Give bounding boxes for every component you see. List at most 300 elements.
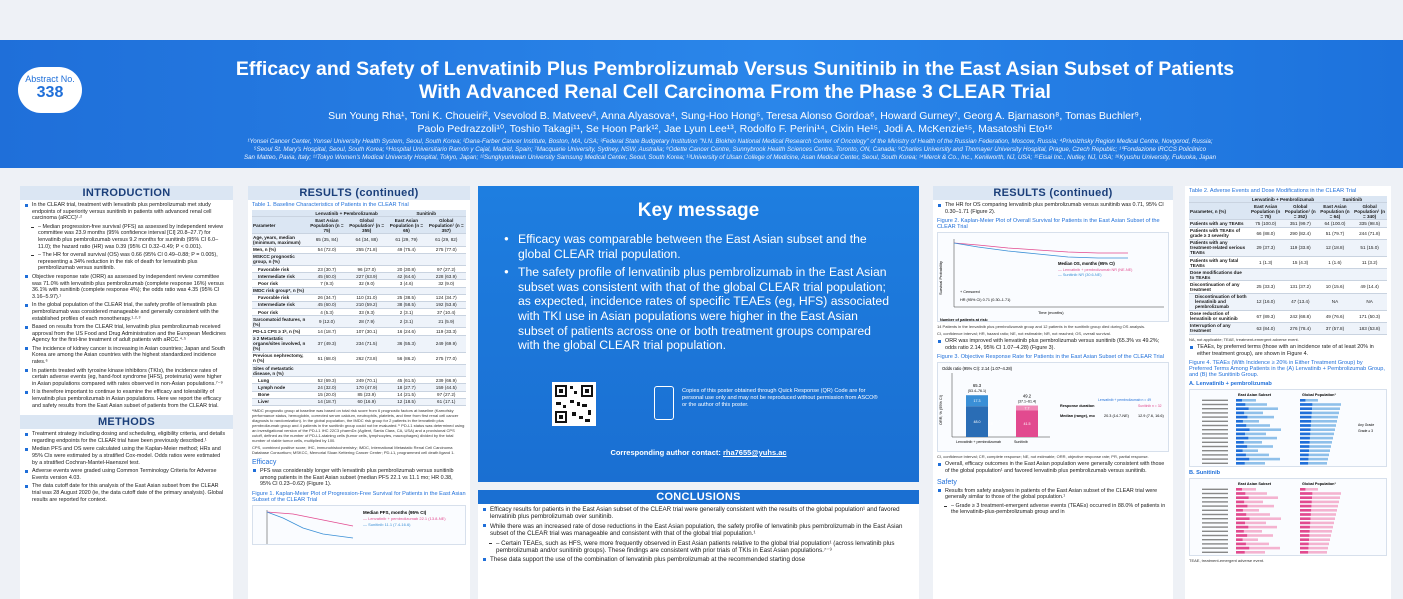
safety-bullet: Results from safety analyses in patients of the East Asian subset of the CLEAR trial were generally similar to those of the global population.¹ xyxy=(937,488,1167,501)
teae-bar-grade3 xyxy=(1236,454,1246,457)
table1-note: ᵃIMDC prognostic group at baseline was based on total risk score from 6 prognostic factors at baseline (Karnofsky performance status, hemoglobin, corrected serum calcium, neutrophils, platelets, and time from first renal cell cancer diagnosis to randomization). In the global population, the IMDC risk group for 2 patients in the lenvatinib plus pembrolizumab group and 4 patients in the sunitinib group could not be evaluated. ᵇ PD-L1 status was determined using an investigational version of the PD-L1 IHC 22C3 pharmDx (Agilent, Santa Clara, CA, USA) and a provisional CPS cutoff, defined as the number of PD-L1-staining cells (tumor cells, lymphocytes, macrophages) divided by the total number of viable tumor cells, multiplied by 100. xyxy=(252,407,465,443)
column-intro xyxy=(20,186,233,599)
table2-blank xyxy=(1189,196,1248,203)
teae-bar-grade3 xyxy=(1236,534,1247,537)
row-label: Lung xyxy=(252,377,307,384)
row-label: Discontinuation of any treatment xyxy=(1189,281,1248,293)
cell-value: 159 (44.5) xyxy=(427,384,467,391)
cell-value: 4 (5.3) xyxy=(307,309,347,316)
figure3-svg xyxy=(938,363,1168,453)
cell-value: 66 (88.0) xyxy=(1248,227,1283,239)
cell-value: 21 (5.9) xyxy=(427,316,467,328)
table-row xyxy=(252,316,466,328)
teae-bar-grade3 xyxy=(1236,509,1243,512)
table-row xyxy=(252,377,466,384)
conclusion-item: These data support the use of the combination of lenvatinib plus pembrolizumab at the recommended starting dose xyxy=(482,556,913,563)
column-results-2 xyxy=(933,186,1173,599)
affiliations xyxy=(80,138,1380,162)
cell-value xyxy=(347,253,386,265)
figure1-legend-b: — Sunitinib 11.1 (7.4-16.6) xyxy=(363,521,411,527)
teae-bar-grade3 xyxy=(1300,501,1312,504)
table-row xyxy=(1189,220,1387,227)
teae-term-placeholder xyxy=(1202,417,1228,418)
cell-value: 15 (20.0) xyxy=(307,391,347,398)
cell-value: 97 (27.2) xyxy=(427,265,467,272)
cell-value: 275 (77.0) xyxy=(427,352,467,364)
figure1-curve-sunitinib xyxy=(267,512,353,538)
teae-term-placeholder xyxy=(1202,463,1228,464)
figure2-censored: + Censored xyxy=(960,290,980,295)
cell-value: 24 (32.0) xyxy=(307,384,347,391)
table-row xyxy=(1189,239,1387,256)
figure2-legend-b: — Sunitinib NR (30.6-NE) xyxy=(1058,273,1102,278)
cell-value: 1 (1.6) xyxy=(1318,256,1353,268)
figure3-median-a: 20.3 (14.7-NE) xyxy=(1104,414,1129,419)
figure1-caption: Figure 1. Kaplan-Meier Plot of Progression-Free Survival for Patients in the East Asian Subset of the CLEAR Trial xyxy=(252,490,466,503)
conclusion-item: Efficacy results for patients in the East Asian subset of the CLEAR trial were generally consistent with the results of the global population¹ and favored lenvatinib plus pembrolizumab over sunitinib. xyxy=(482,506,913,521)
teae-term-placeholder xyxy=(1202,454,1228,455)
row-label: IMDC risk group*, n (%) xyxy=(252,287,307,294)
table1-group-a: Lenvatinib + Pembrolizumab xyxy=(307,210,387,217)
teae-bar-grade3 xyxy=(1300,534,1309,537)
figure2-legend-title: Median OS, months (95% CI) xyxy=(1058,261,1115,267)
teae-bar-grade3 xyxy=(1236,526,1248,529)
teae-term-placeholder xyxy=(1202,438,1228,439)
cell-value xyxy=(427,253,467,265)
bullet-item: The data cutoff date for this analysis of the East Asian subset from the CLEAR trial was 28 August 2020 (ie, the data cutoff date of the primary analysis). Global results are reported for context. xyxy=(24,483,227,503)
teae-bar-grade3 xyxy=(1236,513,1246,516)
teae-bullet: TEAEs, by preferred terms (those with an incidence rate of at least 20% in either treatment group), are shown in Figure 4. xyxy=(1189,344,1385,357)
table-row xyxy=(252,265,466,272)
poster-title xyxy=(100,58,1370,104)
cell-value: NA xyxy=(1318,293,1353,310)
cell-value: 18 (27.7) xyxy=(386,384,426,391)
bullet-item: Median PFS and OS were calculated using the Kaplan-Meier method; HRs and 95% CIs were estimated by a stratified Cox-model. Odds ratios were estimated by a stratified Cochran-Mantel-Haenszel test. xyxy=(24,446,227,466)
table-row xyxy=(252,301,466,308)
cell-value: 49 (75.4) xyxy=(386,246,426,253)
authors-line-1: Sun Young Rha¹, Toni K. Choueiri², Vsevolod B. Matveev³, Anna Alyasova⁴, Sung-Hoo Hong⁵, Teresa Alonso Gordoa⁶, Howard Gurney⁷, Georg A. Bjarnason⁸, Tomas Buchler⁹, xyxy=(328,110,1142,122)
cell-value: 61 (29, 82) xyxy=(427,234,467,246)
cell-value: 16 (24.6) xyxy=(386,328,426,335)
teae-bar-grade3 xyxy=(1236,505,1247,508)
figure3-cr-label: CR xyxy=(988,422,994,427)
cell-value: 29 (37.3) xyxy=(1248,239,1283,256)
table1-blank xyxy=(252,210,307,217)
teae-bar-grade3 xyxy=(1236,518,1250,521)
teae-bar-grade3 xyxy=(1236,429,1250,432)
teae-term-placeholder xyxy=(1202,421,1228,422)
row-label: ≥ 2 Metastatic organs/sites involved, n (%) xyxy=(253,336,306,352)
teae-bar-grade3 xyxy=(1300,497,1312,500)
table-row xyxy=(252,246,466,253)
key-message-item: ● The safety profile of lenvatinib plus pembrolizumab in the East Asian subset was consistent with that of the global CLEAR trial population; as expected, incidence rates of specific TEAEs (eg, HFS) associated with TKI use in Asian populations were higher in the East Asian subset of patients across one or both treatment groups compared with the global CLEAR trial population. xyxy=(504,265,889,353)
cell-value: 63 (84.0) xyxy=(1248,322,1283,334)
cell-value: NA xyxy=(1352,293,1387,310)
teae-term-placeholder xyxy=(1202,548,1228,549)
cell-value xyxy=(347,365,386,377)
teae-bar-grade3 xyxy=(1300,412,1312,415)
bullet-item: Objective response rate (ORR) as assessed by independent review committee was 71.0% with lenvatinib plus pembrolizumab (complete response 16%) versus 36.1% with sunitinib (complete response 4%); the odds ratio was 4.35 (95% CI 3.16–5.97).¹ xyxy=(24,274,227,300)
teae-bar-grade3 xyxy=(1300,543,1309,546)
table2-abbrev: NA, not applicable; TEAE, treatment-emergent adverse event. xyxy=(1189,337,1299,343)
cell-value xyxy=(427,287,467,294)
column-results-1 xyxy=(248,186,470,599)
teae-term-placeholder xyxy=(1202,527,1228,528)
bar-lenva-cr-value: 17.3 xyxy=(973,399,981,404)
cell-value: 183 (53.8) xyxy=(1352,322,1387,334)
bullet-item: Based on results from the CLEAR trial, lenvatinib plus pembrolizumab received approval from the US Food and Drug Administration and the European Medicines Agency for the first-line treatment of adult patients with aRCC.⁴·⁵ xyxy=(24,324,227,344)
figure2-note: 14 Patients in the lenvatinib plus pembrolizumab group and 12 patients in the sunitinib group died during OS analysis. xyxy=(937,324,1146,330)
figure1-legend-title: Median PFS, months (95% CI) xyxy=(363,509,427,515)
table-row xyxy=(1189,322,1387,334)
row-label: PD-L1 CPS ≥ 1ᵇ, n (%) xyxy=(252,328,307,335)
teae-bar-grade3 xyxy=(1236,551,1245,554)
figure3-abbrev: CI, confidence interval; CR, complete response; NE, not estimable; ORR, objective response rate; PR, partial response. xyxy=(937,454,1149,460)
cell-value: 51 (15.0) xyxy=(1352,239,1387,256)
cell-value: 60 (16.9) xyxy=(347,398,386,405)
bar-lenva-ci-label: (53.4–76.1) xyxy=(967,389,987,394)
table-row xyxy=(252,328,466,335)
table-row xyxy=(252,384,466,391)
table1-col-gl-b: Global Population¹ (n = 357) xyxy=(427,217,467,234)
table-row xyxy=(252,335,466,352)
teae-term-placeholder xyxy=(1202,543,1228,544)
row-label: Favorable risk xyxy=(252,294,307,301)
teae-bar-grade3 xyxy=(1236,445,1247,448)
cell-value: 290 (82.4) xyxy=(1283,227,1318,239)
table1-abbrev: CPS, combined positive score; IHC, immunohistochemistry; IMDC, International Metastatic Renal Cell Carcinoma Database Consortium; MSKCC, Memorial Sloan Kettering Cancer Center; PD-L1, programmed cell death ligand 1. xyxy=(252,444,455,455)
table-row xyxy=(252,352,466,364)
corresponding-contact xyxy=(478,448,919,457)
cell-value: 239 (66.9) xyxy=(427,377,467,384)
teae-bar-grade3 xyxy=(1300,522,1310,525)
teae-bar-grade3 xyxy=(1300,509,1311,512)
teae-bar-grade3 xyxy=(1236,458,1249,461)
cell-value: 255 (71.8) xyxy=(347,246,386,253)
row-label: Bone xyxy=(252,391,307,398)
teae-bar-grade3 xyxy=(1300,399,1305,402)
table1-col-ea-b: East Asian Population (n = 65) xyxy=(386,217,426,234)
cell-value: 262 (73.8) xyxy=(347,352,386,364)
teae-bar-grade3 xyxy=(1300,539,1309,542)
cell-value: 249 (70.1) xyxy=(347,377,386,384)
figure4-abbrev: TEAE, treatment-emergent adverse event. xyxy=(1189,558,1265,564)
cell-value: 85 (23.9) xyxy=(347,391,386,398)
poster-header xyxy=(0,40,1403,168)
cell-value: 65 (35, 84) xyxy=(307,234,347,246)
bar-sunitinib-pr-value: 41.5 xyxy=(1023,422,1031,427)
figure2-hr: HR (95% CI) 0.71 (0.30–1.71) xyxy=(960,298,1011,303)
teae-term-placeholder xyxy=(1202,408,1228,409)
cell-value: 171 (50.3) xyxy=(1352,310,1387,322)
table-row xyxy=(252,398,466,405)
cell-value: 32 (9.0) xyxy=(427,280,467,287)
table-row xyxy=(1189,281,1387,293)
key-message-item: ● Efficacy was comparable between the East Asian subset and the global CLEAR trial population. xyxy=(504,232,889,261)
teae-term-placeholder xyxy=(1202,493,1228,494)
cell-value: 25 (38.5) xyxy=(386,294,426,301)
methods-heading: METHODS xyxy=(20,415,233,429)
cell-value: 119 (33.3) xyxy=(427,328,467,335)
qr-code[interactable] xyxy=(552,382,596,426)
teae-bar-grade3 xyxy=(1236,403,1245,406)
title-line-1: Efficacy and Safety of Lenvatinib Plus Pembrolizumab Versus Sunitinib in the East Asian Subset of Patients xyxy=(235,58,1235,80)
teae-term-placeholder xyxy=(1202,489,1228,490)
teae-bar-grade3 xyxy=(1300,505,1311,508)
qr-disclaimer: Copies of this poster obtained through Quick Response (QR) Code are for personal use only and may not be reproduced without permission from ASCO® or the author of this poster. xyxy=(682,388,878,408)
teae-term-placeholder xyxy=(1202,501,1228,502)
table-row xyxy=(252,365,466,377)
row-label: Previous nephrectomy, n (%) xyxy=(252,352,307,364)
figure4-legend-g3: Grade ≥ 3 xyxy=(1358,429,1374,434)
teae-bar-grade3 xyxy=(1236,420,1243,423)
abstract-number: 338 xyxy=(36,84,64,101)
table-row xyxy=(252,280,466,287)
teae-bar-grade3 xyxy=(1300,551,1308,554)
orr-bullet: ORR was improved with lenvatinib plus pembrolizumab versus sunitinib (65.3% vs 49.2%; odds ratio 2.14, 95% CI 1.07–4.28) (Figure 3). xyxy=(937,338,1167,351)
teae-term-placeholder xyxy=(1202,450,1228,451)
affil-line-3: San Matteo, Pavia, Italy; ¹¹Tokyo Women's Medical University Hospital, Tokyo, Japan; ¹²Sungkyunkwan University Samsung Medical Center, Seoul, South Korea; ¹³University of Ulsan College of Medicine, Asan Medical Center, Seoul, South Korea; ¹⁴Merck & Co., Inc., Kenilworth, NJ, USA; ¹⁵Eisai Inc., Nutley, NJ, USA; ¹⁶Kyushu University, Fukuoka, Japan xyxy=(243,154,1217,161)
cell-value: 12 (16.0) xyxy=(1248,293,1283,310)
key-message-title: Key message xyxy=(637,200,760,221)
bar-lenva-pr-value: 48.0 xyxy=(973,420,981,425)
os-bullet: The HR for OS comparing lenvatinib plus pembrolizumab versus sunitinib was 0.71, 95% CI 0.30–1.71 (Figure 2). xyxy=(937,202,1167,215)
teae-bar-grade3 xyxy=(1300,403,1312,406)
teae-bar-grade3 xyxy=(1236,399,1242,402)
cell-value: 110 (31.0) xyxy=(347,294,386,301)
table2-col-gl-a: Global Population¹ (n = 352) xyxy=(1284,203,1316,219)
cell-value: 107 (30.1) xyxy=(347,328,386,335)
cell-value: 10 (15.6) xyxy=(1318,281,1353,293)
figure4-legend-any: Any Grade xyxy=(1358,423,1375,428)
cell-value: 170 (47.9) xyxy=(347,384,386,391)
cell-value: 234 (71.5) xyxy=(347,335,386,352)
figure1-svg xyxy=(253,506,465,546)
cell-value xyxy=(1352,269,1387,281)
cell-value: 38 (58.5) xyxy=(386,301,426,308)
cell-value xyxy=(1318,269,1353,281)
cell-value: 42 (64.6) xyxy=(386,273,426,280)
bullet-item: The incidence of kidney cancer is increasing in Asian countries; Japan and South Korea are among the Asian countries with the highest standardized incidence rates.⁶ xyxy=(24,346,227,366)
teae-bar-grade3 xyxy=(1300,420,1311,423)
table-row xyxy=(252,253,466,265)
table-row xyxy=(252,294,466,301)
figure2-svg xyxy=(938,233,1168,323)
teae-term-placeholder xyxy=(1202,552,1228,553)
teae-bar-grade3 xyxy=(1300,450,1309,453)
figure4-b-plot xyxy=(1189,478,1387,556)
cell-value: 75 (100.0) xyxy=(1248,220,1283,227)
bar-lenva-total-label: 65.3 xyxy=(972,383,982,389)
figure4-b-col-ea: East Asian Subset xyxy=(1238,482,1271,487)
table1-col-param: Parameter xyxy=(252,217,307,234)
figure2-risk-label: Number of patients at risk: xyxy=(940,318,989,323)
figure2-caption: Figure 2. Kaplan-Meier Plot of Overall Survival for Patients in the East Asian Subset of the CLEAR Trial xyxy=(937,218,1160,231)
teae-bar-grade3 xyxy=(1300,437,1310,440)
teae-bar-grade3 xyxy=(1300,547,1308,550)
bullet-item: Adverse events were graded using Common Terminology Criteria for Adverse Events version 4.03. xyxy=(24,468,227,481)
bullet-item: Treatment strategy including dosing and scheduling, eligibility criteria, and details regarding endpoints for the CLEAR trial have been previously described.¹ xyxy=(24,431,227,444)
cell-value: 97 (27.2) xyxy=(427,391,467,398)
teae-bar-grade3 xyxy=(1300,424,1311,427)
cell-value: 96 (27.0) xyxy=(347,265,386,272)
teae-term-placeholder xyxy=(1202,497,1228,498)
figure4-b-col-gl: Global Population¹ xyxy=(1302,482,1336,487)
teae-term-placeholder xyxy=(1202,442,1228,443)
table-row xyxy=(252,287,466,294)
teae-bar-grade3 xyxy=(1236,543,1246,546)
contact-email-link[interactable]: rha7655@yuhs.ac xyxy=(722,448,787,457)
cell-value: 244 (71.8) xyxy=(1352,227,1387,239)
teae-term-placeholder xyxy=(1202,535,1228,536)
table1-group-b: Sunitinib xyxy=(386,210,466,217)
teae-bar-grade3 xyxy=(1236,408,1249,411)
teae-bar-grade3 xyxy=(1236,488,1242,491)
teae-term-placeholder xyxy=(1202,429,1228,430)
cell-value: 64 (100.0) xyxy=(1318,220,1353,227)
teae-bar-grade3 xyxy=(1300,429,1311,432)
cell-value: 61 (29, 79) xyxy=(386,234,426,246)
teae-bar-grade3 xyxy=(1300,492,1312,495)
qr-code-icon xyxy=(552,382,596,426)
teae-bar-grade3 xyxy=(1236,433,1245,436)
cell-value: 2 (3.1) xyxy=(386,309,426,316)
cell-value: 119 (33.8) xyxy=(1283,239,1318,256)
bullet-item: In patients treated with tyrosine kinase inhibitors (TKIs), the incidence rates of certain adverse events (eg, hand-foot syndrome [HFS], proteinuria) were higher in Asian populations compared with rates observed in non-Asian populations.⁷⁻⁹ xyxy=(24,368,227,388)
cell-value: 47 (13.4) xyxy=(1283,293,1318,310)
cell-value: 14 (18.7) xyxy=(307,328,347,335)
teae-bar-grade3 xyxy=(1300,488,1305,491)
figure3-odds: Odds ratio (95% CI): 2.14 (1.07–4.28) xyxy=(942,366,1013,372)
figure3-ylabel: ORR, % (95% CI) xyxy=(939,395,943,426)
table1-col-gl-a: Global Population¹ (n = 355) xyxy=(347,217,386,234)
figure3-pr-label: PR xyxy=(988,430,993,435)
teae-term-placeholder xyxy=(1202,518,1228,519)
table-row xyxy=(1189,310,1387,322)
results2-heading: RESULTS (continued) xyxy=(933,186,1173,200)
table2-col-gl-b: Global Population¹ (n = 340) xyxy=(1354,203,1386,219)
teae-term-placeholder xyxy=(1202,514,1228,515)
figure4-a-col-ea: East Asian Subset xyxy=(1238,393,1271,398)
figure2-legend-a: — Lenvatinib + pembrolizumab NR (NE-NE) xyxy=(1058,268,1133,273)
cell-value: 67 (89.3) xyxy=(1248,310,1283,322)
teae-term-placeholder xyxy=(1202,531,1228,532)
cell-value: 227 (63.9) xyxy=(347,273,386,280)
teae-bar-grade3 xyxy=(1236,522,1245,525)
cell-value: 11 (3.2) xyxy=(1352,256,1387,268)
cell-value xyxy=(386,365,426,377)
cell-value: 335 (98.5) xyxy=(1352,220,1387,227)
cell-value: 26 (34.7) xyxy=(307,294,347,301)
figure4-a-title: A. Lenvatinib + pembrolizumab xyxy=(1189,381,1272,388)
cell-value: 32 (9.0) xyxy=(347,280,386,287)
figure1-curve-lenva xyxy=(267,512,353,526)
cell-value: 54 (72.0) xyxy=(307,246,347,253)
cell-value: 275 (77.0) xyxy=(427,246,467,253)
sub-bullet: – The HR for overall survival (OS) was 0.66 (95% CI 0.49–0.88; P = 0.005), representing a 34% reduction in the risk of death for lenvatinib plus pembrolizumab versus sunitinib. xyxy=(24,252,227,272)
teae-bar-grade3 xyxy=(1236,492,1245,495)
cell-value: 37 (57.8) xyxy=(1318,322,1353,334)
table1-caption: Table 1. Baseline Characteristics of Patients in the CLEAR Trial xyxy=(252,202,409,208)
row-label: Patients with any treatment-related serious TEAEs xyxy=(1189,239,1248,256)
figure4-a-plot xyxy=(1189,389,1387,467)
row-label: Age, years, median (minimum, maximum) xyxy=(252,234,307,246)
teae-term-placeholder xyxy=(1202,433,1228,434)
cell-value: 45 (60.0) xyxy=(307,301,347,308)
teae-term-placeholder xyxy=(1202,510,1228,511)
table-row xyxy=(252,309,466,316)
affil-line-1: ¹Yonsei Cancer Center, Yonsei University Health System, Seoul, South Korea; ²Dana-Farber Cancer Institute, Boston, MA, USA; ³Federal State Budgetary Institution "N.N. Blokhin National Medical Research Center of Oncology" of the Ministry of Health of the Russian Federation, Moscow, Russia; ⁴Privolzhsky Region Medical Centre, Novgorod, Russia; xyxy=(247,138,1213,145)
cell-value: 23 (30.7) xyxy=(307,265,347,272)
teae-bar-grade3 xyxy=(1300,462,1308,465)
teae-term-placeholder xyxy=(1202,506,1228,507)
teae-bar-grade3 xyxy=(1236,416,1247,419)
phone-icon xyxy=(654,386,674,420)
cell-value: 14 (18.7) xyxy=(307,398,347,405)
teae-bar-grade3 xyxy=(1300,513,1311,516)
conclusions-heading: CONCLUSIONS xyxy=(478,490,919,504)
teae-bar-grade3 xyxy=(1236,437,1248,440)
cell-value: 51 (79.7) xyxy=(1318,227,1353,239)
cell-value xyxy=(307,365,347,377)
cell-value: 28 (7.9) xyxy=(347,316,386,328)
bullet-item: In the CLEAR trial, treatment with lenvatinib plus pembrolizumab met study endpoints of superiority versus sunitinib in patients with advanced renal cell carcinoma (aRCC)¹·² xyxy=(24,202,227,222)
efficacy-bullet: PFS was considerably longer with lenvatinib plus pembrolizumab versus sunitinib among patients in the East Asian subset (median PFS 22.1 vs 11.1 mo; HR 0.38, 95% CI 0.23–0.62) (Figure 1). xyxy=(252,468,464,488)
cell-value: 14 (21.5) xyxy=(386,391,426,398)
column-results-3 xyxy=(1185,186,1391,599)
table2-group-a: Lenvatinib + Pembrolizumab xyxy=(1248,196,1317,203)
table-row xyxy=(1189,269,1387,281)
figure3-x-a: Lenvatinib + pembrolizumab xyxy=(956,440,1002,445)
teae-bar-grade3 xyxy=(1236,424,1246,427)
bullet-item: In the global population of the CLEAR trial, the safety profile of lenvatinib plus pembrolizumab was considered manageable and generally consistent with the established profiles of each monotherapy.¹·²·³ xyxy=(24,302,227,322)
teae-term-placeholder xyxy=(1202,400,1228,401)
teae-bar-grade3 xyxy=(1300,408,1312,411)
teae-term-placeholder xyxy=(1202,522,1228,523)
row-label: Sarcomatoid features, n (%) xyxy=(253,316,306,327)
table2-col-ea-a: East Asian Population (n = 75) xyxy=(1248,203,1283,220)
row-label: Favorable risk xyxy=(252,265,307,272)
figure2-abbrev: CI, confidence interval; HR, hazard ratio; NE, not estimable; NR, not reached; OS, overall survival. xyxy=(937,331,1111,337)
cell-value: 15 (4.3) xyxy=(1283,256,1318,268)
cell-value: 33 (9.3) xyxy=(347,309,386,316)
cell-value: 37 (10.4) xyxy=(427,309,467,316)
table2-group-b: Sunitinib xyxy=(1318,196,1387,203)
row-label: Liver xyxy=(252,398,307,405)
cell-value: 242 (68.8) xyxy=(1283,310,1318,322)
efficacy-heading: Efficacy xyxy=(252,458,277,466)
cell-value: 52 (69.3) xyxy=(307,377,347,384)
intro-heading: INTRODUCTION xyxy=(20,186,233,200)
cell-value xyxy=(1248,269,1283,281)
row-label: Patients with any fatal TEAEs xyxy=(1189,256,1248,268)
figure1-plot xyxy=(252,505,466,545)
key-message-panel xyxy=(478,186,919,482)
figure4-a-col-gl: Global Population¹ xyxy=(1302,393,1336,398)
cell-value: 124 (34.7) xyxy=(427,294,467,301)
cell-value: 351 (99.7) xyxy=(1283,220,1318,227)
figure3-plot xyxy=(937,362,1169,452)
cell-value: 192 (53.8) xyxy=(427,301,467,308)
row-label: Dose modifications due to TEAEs xyxy=(1189,269,1248,281)
cell-value: 228 (63.9) xyxy=(427,273,467,280)
teae-bar-grade3 xyxy=(1236,530,1244,533)
cell-value: 2 (3.1) xyxy=(386,316,426,328)
row-label: MSKCC prognostic group, n (%) xyxy=(252,253,307,265)
table-row xyxy=(252,234,466,246)
teae-term-placeholder xyxy=(1202,425,1228,426)
cell-value: 61 (17.1) xyxy=(427,398,467,405)
